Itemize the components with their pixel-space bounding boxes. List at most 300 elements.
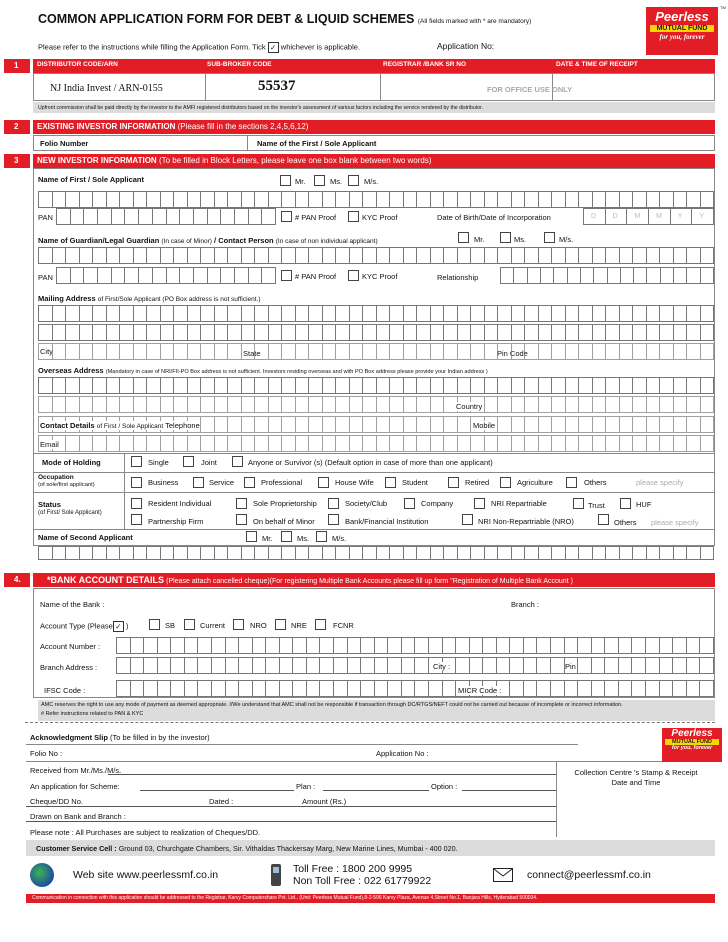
char-box[interactable] [484,435,498,452]
char-box[interactable] [428,637,442,654]
char-box[interactable] [538,247,552,264]
char-box[interactable] [83,208,97,225]
char-box[interactable] [241,324,255,341]
char-box[interactable] [376,396,390,413]
char-box[interactable] [578,247,592,264]
char-box[interactable] [604,680,618,697]
char-box[interactable] [646,267,659,284]
char-box[interactable] [686,343,700,360]
char-box[interactable] [686,416,700,433]
char-box[interactable] [79,396,93,413]
char-box[interactable] [335,416,349,433]
char-box[interactable] [403,343,417,360]
status-company-checkbox[interactable] [404,498,415,509]
guardian-ms-checkbox[interactable] [500,232,511,243]
char-box[interactable] [592,324,606,341]
char-box[interactable] [403,247,417,264]
char-box[interactable] [227,416,241,433]
char-box[interactable] [619,247,633,264]
char-box[interactable] [166,267,180,284]
char-box[interactable] [497,324,511,341]
char-box[interactable] [673,343,687,360]
second-ms-checkbox[interactable] [281,531,292,542]
char-box[interactable] [130,657,144,674]
char-box[interactable] [645,680,659,697]
char-box[interactable] [403,324,417,341]
char-box[interactable] [200,305,214,322]
char-box[interactable] [65,435,79,452]
char-box[interactable] [170,637,184,654]
char-box[interactable] [187,377,201,394]
char-box[interactable] [376,324,390,341]
char-box[interactable] [65,343,79,360]
char-box[interactable] [632,396,646,413]
char-box[interactable] [52,377,66,394]
char-box[interactable] [578,305,592,322]
char-box[interactable] [193,267,207,284]
overseas-boxes-1[interactable] [38,377,714,394]
char-box[interactable] [349,191,363,208]
char-box[interactable] [659,637,673,654]
char-box[interactable] [496,657,510,674]
char-box[interactable] [619,324,633,341]
char-box[interactable] [133,191,147,208]
char-box[interactable] [179,208,193,225]
char-box[interactable] [631,657,645,674]
char-box[interactable] [376,191,390,208]
char-box[interactable] [187,191,201,208]
char-box[interactable] [527,267,540,284]
char-box[interactable] [322,435,336,452]
char-box[interactable] [470,191,484,208]
kyc-proof-checkbox[interactable] [348,211,359,222]
char-box[interactable] [686,305,700,322]
char-box[interactable] [295,191,309,208]
char-box[interactable] [179,267,193,284]
char-box[interactable] [577,637,591,654]
char-box[interactable] [52,247,66,264]
char-box[interactable] [281,377,295,394]
char-box[interactable] [565,191,579,208]
char-box[interactable] [38,191,52,208]
guardian-name-boxes[interactable] [38,247,714,264]
char-box[interactable] [374,680,388,697]
char-box[interactable] [173,377,187,394]
char-box[interactable] [551,416,565,433]
char-box[interactable] [70,208,84,225]
char-box[interactable] [430,416,444,433]
char-box[interactable] [254,247,268,264]
char-box[interactable] [376,416,390,433]
char-box[interactable] [38,324,52,341]
char-box[interactable] [292,637,306,654]
char-box[interactable] [261,267,276,284]
char-box[interactable] [631,637,645,654]
char-box[interactable] [430,435,444,452]
status-huf-checkbox[interactable] [620,498,631,509]
char-box[interactable] [416,396,430,413]
status-nri-nonrep-checkbox[interactable] [462,514,473,525]
char-box[interactable] [509,637,523,654]
char-box[interactable] [376,343,390,360]
first-applicant-name-boxes[interactable] [38,191,714,208]
char-box[interactable] [646,247,660,264]
char-box[interactable] [455,637,469,654]
char-box[interactable] [268,324,282,341]
char-box[interactable] [538,546,552,560]
char-box[interactable] [241,191,255,208]
char-box[interactable] [119,396,133,413]
char-box[interactable] [389,416,403,433]
char-box[interactable] [92,377,106,394]
char-box[interactable] [220,267,234,284]
char-box[interactable] [646,343,660,360]
char-box[interactable] [97,208,111,225]
char-box[interactable] [308,396,322,413]
char-box[interactable] [106,305,120,322]
char-box[interactable] [335,191,349,208]
char-box[interactable] [173,435,187,452]
char-box[interactable] [133,377,147,394]
char-box[interactable] [565,546,579,560]
char-box[interactable] [79,324,93,341]
char-box[interactable] [592,546,606,560]
char-box[interactable] [268,377,282,394]
char-box[interactable] [241,435,255,452]
char-box[interactable] [160,305,174,322]
char-box[interactable] [79,546,93,560]
char-box[interactable] [605,247,619,264]
char-box[interactable] [428,680,442,697]
char-box[interactable] [252,657,266,674]
char-box[interactable] [65,396,79,413]
char-box[interactable] [65,305,79,322]
char-box[interactable] [319,637,333,654]
char-box[interactable] [484,396,498,413]
char-box[interactable] [673,267,686,284]
char-box[interactable] [306,657,320,674]
char-box[interactable] [443,435,457,452]
char-box[interactable] [403,546,417,560]
char-box[interactable] [497,435,511,452]
char-box[interactable] [591,680,605,697]
char-box[interactable] [252,637,266,654]
char-box[interactable] [281,324,295,341]
char-box[interactable] [443,305,457,322]
char-box[interactable] [511,324,525,341]
char-box[interactable] [482,657,496,674]
char-box[interactable] [92,546,106,560]
char-box[interactable] [241,343,255,360]
char-box[interactable] [565,324,579,341]
char-box[interactable] [470,305,484,322]
char-box[interactable] [65,546,79,560]
branch-address-boxes[interactable] [116,657,714,674]
char-box[interactable] [580,267,593,284]
char-box[interactable] [214,377,228,394]
char-box[interactable] [146,324,160,341]
char-box[interactable] [130,680,144,697]
char-box[interactable] [605,396,619,413]
char-box[interactable] [605,377,619,394]
char-box[interactable] [292,680,306,697]
website-link[interactable]: Web site www.peerlessmf.co.in [73,869,219,881]
char-box[interactable] [565,416,579,433]
char-box[interactable] [187,546,201,560]
char-box[interactable] [550,637,564,654]
char-box[interactable] [111,208,125,225]
char-box[interactable] [524,305,538,322]
char-box[interactable] [170,657,184,674]
account-number-boxes[interactable] [116,637,714,654]
char-box[interactable] [536,680,550,697]
char-box[interactable] [157,657,171,674]
char-box[interactable] [347,680,361,697]
char-box[interactable] [578,324,592,341]
char-box[interactable] [160,546,174,560]
char-box[interactable] [686,657,700,674]
char-box[interactable] [551,343,565,360]
char-box[interactable] [187,324,201,341]
char-box[interactable] [592,343,606,360]
char-box[interactable] [308,546,322,560]
char-box[interactable] [38,377,52,394]
char-box[interactable] [592,377,606,394]
char-box[interactable] [673,324,687,341]
char-box[interactable] [496,637,510,654]
char-box[interactable] [619,435,633,452]
char-box[interactable] [349,377,363,394]
char-box[interactable] [146,191,160,208]
char-box[interactable] [632,546,646,560]
char-box[interactable] [38,247,52,264]
char-box[interactable] [659,435,673,452]
char-box[interactable] [511,191,525,208]
char-box[interactable] [106,396,120,413]
char-box[interactable] [484,324,498,341]
char-box[interactable] [551,546,565,560]
char-box[interactable] [500,267,513,284]
char-box[interactable] [187,305,201,322]
char-box[interactable] [241,546,255,560]
char-box[interactable] [538,324,552,341]
char-box[interactable] [443,377,457,394]
char-box[interactable] [686,324,700,341]
char-box[interactable] [254,377,268,394]
char-box[interactable] [119,435,133,452]
char-box[interactable] [620,267,633,284]
char-box[interactable] [389,343,403,360]
char-box[interactable] [211,680,225,697]
char-box[interactable] [403,435,417,452]
char-box[interactable] [592,396,606,413]
char-box[interactable] [416,343,430,360]
char-box[interactable] [564,637,578,654]
char-box[interactable] [551,435,565,452]
char-box[interactable] [605,546,619,560]
char-box[interactable] [645,637,659,654]
char-box[interactable] [281,305,295,322]
char-box[interactable] [116,657,130,674]
char-box[interactable] [207,208,221,225]
char-box[interactable] [281,435,295,452]
char-box[interactable] [605,435,619,452]
char-box[interactable] [430,191,444,208]
char-box[interactable] [52,546,66,560]
char-box[interactable] [577,657,591,674]
char-box[interactable] [173,546,187,560]
char-box[interactable] [279,680,293,697]
relationship-boxes[interactable] [500,267,714,284]
char-box[interactable] [389,435,403,452]
char-box[interactable] [592,191,606,208]
char-box[interactable] [509,680,523,697]
char-box[interactable] [335,396,349,413]
guardian-kyc-proof-checkbox[interactable] [348,270,359,281]
acct-fcnr-checkbox[interactable] [315,619,326,630]
char-box[interactable] [349,435,363,452]
char-box[interactable] [281,396,295,413]
char-box[interactable] [254,343,268,360]
char-box[interactable] [295,416,309,433]
char-box[interactable] [619,191,633,208]
char-box[interactable] [700,247,715,264]
char-box[interactable] [538,396,552,413]
char-box[interactable] [97,267,111,284]
char-box[interactable] [146,396,160,413]
char-box[interactable] [659,657,673,674]
char-box[interactable] [281,416,295,433]
char-box[interactable] [686,546,700,560]
char-box[interactable] [632,377,646,394]
char-box[interactable] [265,657,279,674]
char-box[interactable] [524,546,538,560]
mailing-address-boxes-2[interactable] [38,324,714,341]
char-box[interactable] [387,680,401,697]
char-box[interactable] [173,191,187,208]
char-box[interactable] [416,377,430,394]
char-box[interactable] [335,435,349,452]
char-box[interactable] [700,343,715,360]
char-box[interactable] [511,377,525,394]
char-box[interactable] [197,657,211,674]
char-box[interactable] [497,305,511,322]
char-box[interactable] [511,416,525,433]
char-box[interactable] [295,377,309,394]
char-box[interactable] [234,208,248,225]
char-box[interactable] [619,377,633,394]
status-sole-prop-checkbox[interactable] [236,498,247,509]
char-box[interactable] [414,637,428,654]
char-box[interactable] [106,247,120,264]
char-box[interactable] [673,377,687,394]
char-box[interactable] [38,546,52,560]
char-box[interactable] [511,546,525,560]
char-box[interactable] [227,191,241,208]
char-box[interactable] [524,324,538,341]
char-box[interactable] [646,305,660,322]
char-box[interactable] [308,343,322,360]
status-bank-checkbox[interactable] [328,514,339,525]
char-box[interactable] [143,680,157,697]
char-box[interactable] [659,324,673,341]
char-box[interactable] [362,191,376,208]
char-box[interactable] [234,267,248,284]
char-box[interactable] [497,377,511,394]
char-box[interactable] [470,343,484,360]
char-box[interactable] [618,680,632,697]
char-box[interactable] [443,324,457,341]
char-box[interactable] [416,416,430,433]
char-box[interactable] [633,267,646,284]
char-box[interactable] [92,247,106,264]
char-box[interactable] [106,377,120,394]
char-box[interactable] [401,657,415,674]
char-box[interactable] [699,637,714,654]
char-box[interactable] [632,343,646,360]
char-box[interactable] [699,680,714,697]
char-box[interactable] [430,247,444,264]
char-box[interactable] [146,247,160,264]
char-box[interactable] [308,416,322,433]
char-box[interactable] [578,343,592,360]
char-box[interactable] [254,546,268,560]
char-box[interactable] [484,191,498,208]
char-box[interactable] [565,396,579,413]
char-box[interactable] [119,305,133,322]
char-box[interactable] [207,267,221,284]
char-box[interactable] [160,377,174,394]
acct-sb-checkbox[interactable] [149,619,160,630]
char-box[interactable] [632,305,646,322]
char-box[interactable] [362,396,376,413]
char-box[interactable] [403,377,417,394]
char-box[interactable] [56,208,70,225]
char-box[interactable] [220,208,234,225]
char-box[interactable] [295,343,309,360]
char-box[interactable] [308,324,322,341]
char-box[interactable] [374,657,388,674]
char-box[interactable] [254,416,268,433]
char-box[interactable] [238,637,252,654]
char-box[interactable] [347,637,361,654]
char-box[interactable] [524,247,538,264]
char-box[interactable] [457,305,471,322]
dob-boxes[interactable]: D D M M Y Y [583,208,714,225]
char-box[interactable] [619,343,633,360]
char-box[interactable] [70,267,84,284]
char-box[interactable] [92,343,106,360]
char-box[interactable] [455,657,469,674]
char-box[interactable] [389,546,403,560]
char-box[interactable] [133,546,147,560]
char-box[interactable] [184,657,198,674]
char-box[interactable] [457,247,471,264]
char-box[interactable] [333,680,347,697]
char-box[interactable] [376,377,390,394]
char-box[interactable] [119,343,133,360]
char-box[interactable] [511,247,525,264]
char-box[interactable] [700,305,715,322]
char-box[interactable] [619,546,633,560]
char-box[interactable] [430,396,444,413]
char-box[interactable] [645,657,659,674]
char-box[interactable] [470,377,484,394]
char-box[interactable] [295,546,309,560]
char-box[interactable] [389,377,403,394]
char-box[interactable] [632,191,646,208]
char-box[interactable] [632,435,646,452]
